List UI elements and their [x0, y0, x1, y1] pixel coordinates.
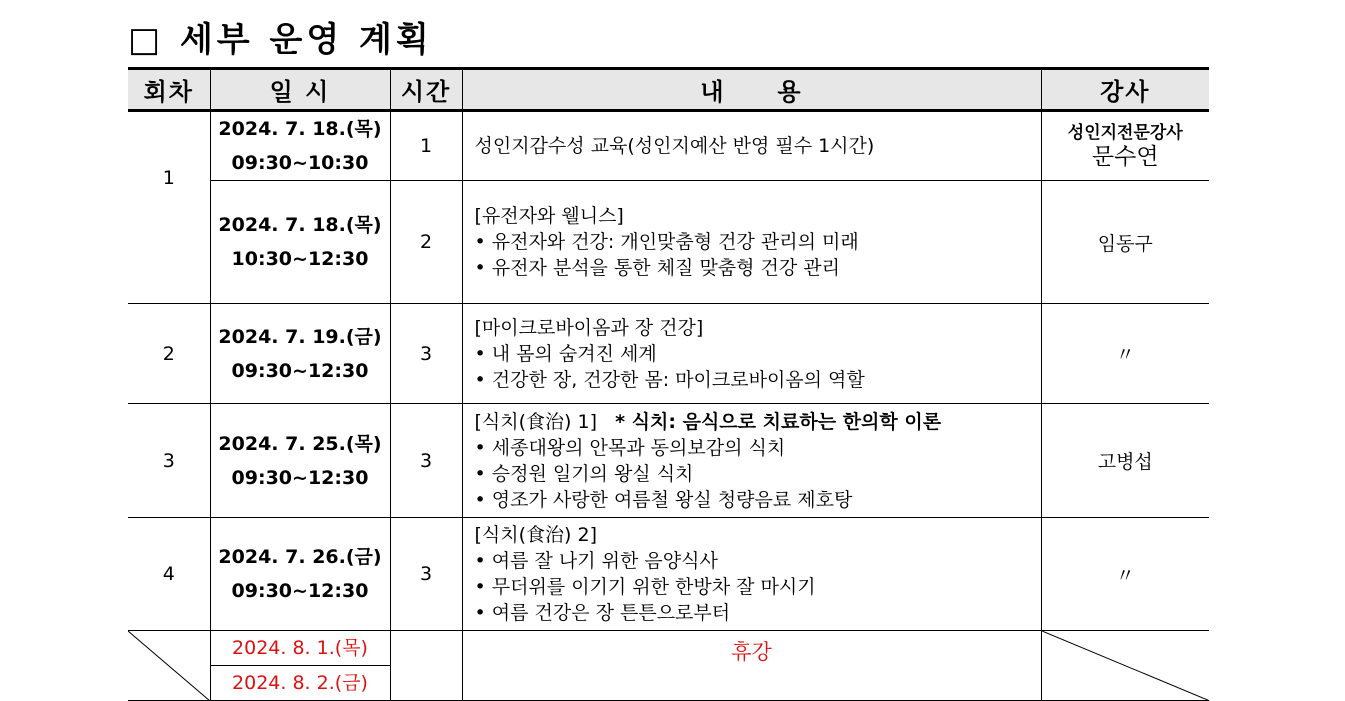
content-cell [462, 304, 1041, 404]
session-cell: 2 [128, 304, 210, 404]
table-row [128, 518, 1209, 631]
holiday-date-cell [210, 631, 390, 666]
session-cell: 1 [128, 111, 210, 304]
content-line: [마이크로바이옴과 장 건강] [474, 316, 704, 339]
lecturer-cell: 고병섭 [1041, 404, 1209, 518]
page-title: □ 세부 운영 계획 [128, 20, 433, 60]
table-header [128, 69, 1209, 111]
date-text: 2024. 7. 19.(금) [218, 325, 382, 348]
holiday-hours-cell [390, 631, 462, 701]
hours-cell: 3 [390, 304, 462, 404]
content-line: • 세종대왕의 안목과 동의보감의 식치 [474, 436, 786, 459]
session-cell: 3 [128, 404, 210, 518]
time-text: 09:30~12:30 [231, 466, 369, 489]
content-line: • 영조가 사랑한 여름철 왕실 청량음료 제호탕 [474, 488, 853, 511]
content-cell [462, 181, 1041, 304]
content-line: [유전자와 웰니스] [474, 205, 624, 227]
empty-diagonal-cell [128, 631, 210, 701]
col-hours: 시간 [390, 69, 462, 111]
lecturer-cell: 임동구 [1041, 181, 1209, 304]
table-row-holiday [128, 631, 1209, 666]
diagonal-line [1042, 631, 1210, 701]
col-session: 회차 [128, 69, 210, 111]
hours-cell: 2 [390, 181, 462, 304]
lecturer-title: 성인지전문강사 [1067, 123, 1183, 143]
holiday-date: 2024. 8. 1.(목) [232, 637, 368, 659]
hours-cell: 1 [390, 111, 462, 181]
content-line: • 여름 건강은 장 튼튼으로부터 [474, 602, 731, 624]
holiday-date: 2024. 8. 2.(금) [232, 672, 368, 694]
content-line: [식치(食治) 2] [474, 524, 597, 546]
col-lecturer: 강사 [1041, 69, 1209, 111]
table-row [128, 404, 1209, 518]
date-text: 2024. 7. 25.(목) [218, 432, 382, 455]
empty-diagonal-cell [1041, 631, 1209, 701]
content-line: • 유전자 분석을 통한 체질 맞춤형 건강 관리 [474, 257, 841, 279]
holiday-label-cell: 휴강 [462, 631, 1041, 701]
lecturer-name: 문수연 [1091, 144, 1159, 170]
holiday-date-cell [210, 666, 390, 701]
table-row [128, 304, 1209, 404]
time-text: 09:30~12:30 [231, 359, 369, 382]
content-cell [462, 518, 1041, 631]
lecturer-cell [1041, 111, 1209, 181]
date-text: 2024. 7. 26.(금) [218, 546, 382, 568]
col-datetime: 일 시 [210, 69, 390, 111]
date-cell [210, 181, 390, 304]
date-cell [210, 404, 390, 518]
table-row [128, 111, 1209, 181]
content-line: • 내 몸의 숨겨진 세계 [474, 342, 657, 365]
table-row [128, 181, 1209, 304]
date-cell [210, 304, 390, 404]
content-cell [462, 111, 1041, 181]
date-text: 2024. 7. 18.(목) [218, 118, 382, 140]
content-line: • 여름 잘 나기 위한 음양식사 [474, 550, 718, 572]
hours-cell: 3 [390, 518, 462, 631]
content-line [475, 409, 1041, 435]
date-cell [210, 111, 390, 181]
time-text: 10:30~12:30 [231, 248, 369, 270]
lecturer-cell: 〃 [1041, 518, 1209, 631]
date-text: 2024. 7. 18.(목) [218, 214, 382, 236]
diagonal-line [128, 631, 210, 701]
content-line: • 유전자와 건강: 개인맞춤형 건강 관리의 미래 [474, 231, 859, 253]
session-cell: 4 [128, 518, 210, 631]
date-cell [210, 518, 390, 631]
content-line: • 건강한 장, 건강한 몸: 마이크로바이옴의 역할 [474, 368, 865, 391]
time-text: 09:30~12:30 [231, 580, 369, 602]
hours-cell: 3 [390, 404, 462, 518]
content-line: 성인지감수성 교육(성인지예산 반영 필수 1시간) [474, 135, 875, 157]
content-note: * 식치: 음식으로 치료하는 한의학 이론 [615, 410, 942, 433]
content-cell [462, 404, 1041, 518]
time-text: 09:30~10:30 [231, 152, 369, 174]
lecturer-cell: 〃 [1041, 304, 1209, 404]
schedule-table [128, 67, 1209, 701]
col-content: 내 용 [462, 69, 1041, 111]
content-line: • 무더위를 이기기 위한 한방차 잘 마시기 [474, 576, 816, 598]
content-line: • 승정원 일기의 왕실 식치 [474, 462, 694, 485]
content-head: [식치(食治) 1] [474, 410, 597, 433]
